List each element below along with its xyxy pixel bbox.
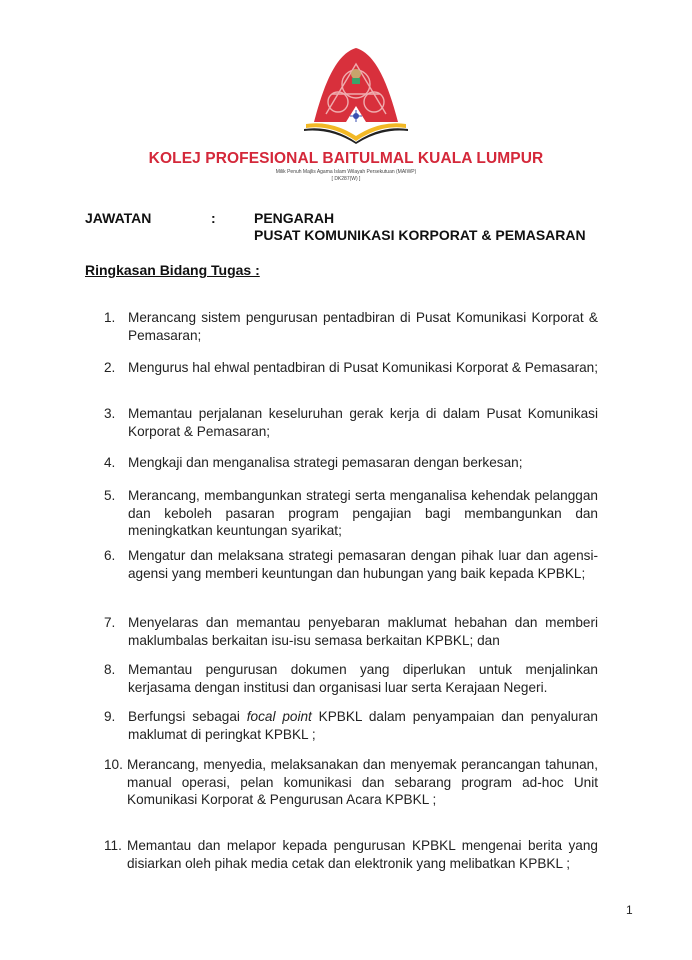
organization-registration: [ DK287(W) ] xyxy=(331,176,361,182)
duty-text: Memantau perjalanan keseluruhan gerak kerja di dalam Pusat Komunikasi Korporat & Pemasaran; xyxy=(128,406,598,439)
duty-item xyxy=(104,454,598,472)
duty-text: Mengurus hal ehwal pentadbiran di Pusat Komunikasi Korporat & Pemasaran; xyxy=(128,360,599,375)
section-title: Ringkasan Bidang Tugas : xyxy=(85,262,260,278)
duty-text xyxy=(128,708,598,743)
position-separator: : xyxy=(211,210,216,226)
organization-subtitle: Milik Penuh Majlis Agama Islam Wilayah Persekutuan (MAIWP) xyxy=(275,169,417,175)
position-title-line1: PENGARAH xyxy=(254,210,335,226)
duty-text: Menyelaras dan memantau penyebaran maklumat hebahan dan memberi maklumbalas berkaitan isu-isu semasa berkaitan KPBKL; dan xyxy=(128,615,598,648)
duty-item xyxy=(104,756,598,809)
position-title-line2: PUSAT KOMUNIKASI KORPORAT & PEMASARAN xyxy=(254,227,586,243)
duty-item xyxy=(104,661,598,696)
duty-text: Memantau pengurusan dokumen yang diperlukan untuk menjalinkan kerjasama dengan institusi dan organisasi luar serta Kerajaan Negeri. xyxy=(128,662,598,695)
duty-number: 4. xyxy=(104,455,116,470)
duty-text-italic: focal point xyxy=(246,709,312,724)
duty-number: 10. xyxy=(104,757,123,772)
duty-number: 5. xyxy=(104,488,116,503)
duty-item xyxy=(104,359,598,377)
duty-number: 6. xyxy=(104,548,116,563)
duty-item xyxy=(104,405,598,440)
duty-number: 7. xyxy=(104,615,116,630)
duty-text-before: Berfungsi sebagai xyxy=(128,709,247,724)
duty-number: 3. xyxy=(104,406,116,421)
duty-text: Memantau dan melapor kepada pengurusan KPBKL mengenai berita yang disiarkan oleh pihak media cetak dan elektronik yang melibatkan KPBKL ; xyxy=(127,838,598,871)
duty-number: 2. xyxy=(104,360,116,375)
duty-text: Merancang sistem pengurusan pentadbiran di Pusat Komunikasi Korporat & Pemasaran; xyxy=(128,310,598,343)
duty-item xyxy=(104,309,598,344)
position-label: JAWATAN xyxy=(85,210,152,226)
duty-text: Mengkaji dan menganalisa strategi pemasaran dengan berkesan; xyxy=(128,455,523,470)
duty-number: 8. xyxy=(104,662,116,677)
duty-item xyxy=(104,837,598,872)
duty-text: Merancang, menyedia, melaksanakan dan menyemak perancangan tahunan, manual operasi, pelan komunikasi dan sebarang program ad-hoc Unit Komunikasi Korporat & Pengurusan Acara KPBKL ; xyxy=(127,757,598,807)
page-number: 1 xyxy=(626,903,633,917)
duty-text: Merancang, membangunkan strategi serta menganalisa kehendak pelanggan dan keboleh pasaran program pengajian bagi membangunkan dan meningkatkan keuntungan syarikat; xyxy=(128,488,598,538)
college-crest-logo-icon xyxy=(296,44,416,144)
duty-item xyxy=(104,708,598,743)
duty-item xyxy=(104,614,598,649)
duty-item xyxy=(104,547,598,582)
duty-text-after: KPBKL dalam penyampaian dan penyaluran maklumat di peringkat KPBKL ; xyxy=(128,709,598,742)
duty-text: Mengatur dan melaksana strategi pemasaran dengan pihak luar dan agensi-agensi yang memberi keuntungan dan hubungan yang baik kepada KPBKL; xyxy=(128,548,598,581)
duty-item xyxy=(104,487,598,540)
duty-number: 11. xyxy=(104,838,122,853)
duty-number: 9. xyxy=(104,709,116,724)
duty-number: 1. xyxy=(104,310,116,325)
organization-name: KOLEJ PROFESIONAL BAITULMAL KUALA LUMPUR xyxy=(148,150,544,167)
